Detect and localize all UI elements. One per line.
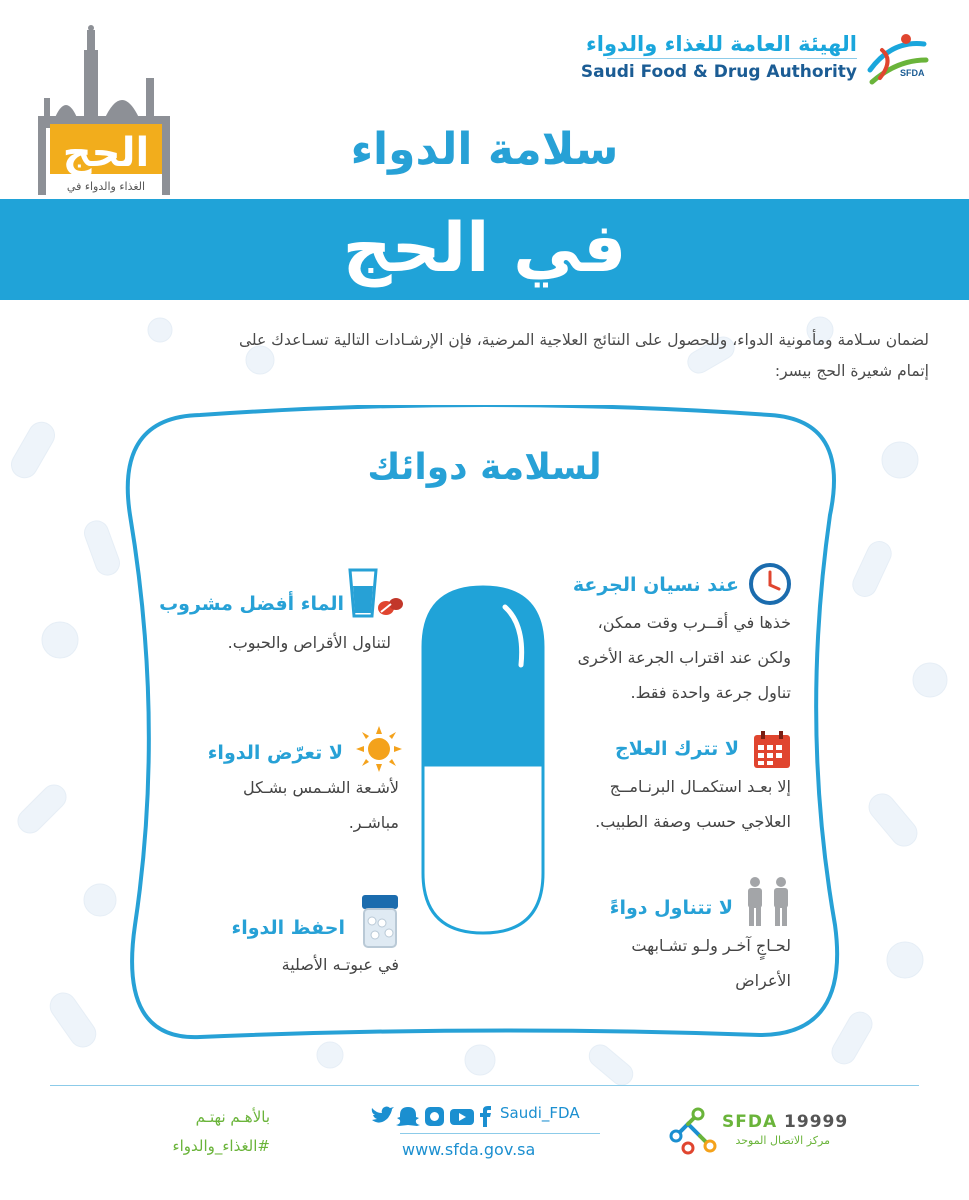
tip-share-line1: لحـاجٍ آخـر ولـو تشـابهت	[631, 936, 791, 955]
tip-water-line1: لتناول الأقراص والحبوب.	[227, 633, 391, 652]
tip-water-title: الماء أفضل مشروب	[159, 593, 344, 615]
sfda-logo-icon	[862, 30, 932, 90]
tip-share-line2: الأعراض	[735, 971, 791, 990]
footer-divider	[50, 1085, 919, 1086]
website-link[interactable]: www.sfda.gov.sa	[402, 1140, 536, 1159]
tip-keep-line1: في عبوتـه الأصلية	[281, 955, 399, 974]
box-title: لسلامة دوائك	[367, 447, 602, 488]
tip-share-text	[531, 928, 791, 998]
hajj-badge-caption: الغذاء والدواء في	[66, 180, 146, 193]
contact-center-number	[722, 1112, 848, 1132]
contact-center-label: مركز الاتصال الموحد	[735, 1134, 830, 1147]
tip-stop-text	[531, 769, 791, 839]
tip-sun-line1: لأشـعة الشـمس بشـكل	[243, 778, 399, 797]
tip-share-title: لا تتناول دواءً	[609, 897, 733, 919]
footer-hashtag: #الغذاء_والدواء	[172, 1137, 270, 1155]
contact-center-logo-icon	[668, 1106, 718, 1156]
social-handle[interactable]: Saudi_FDA	[500, 1104, 580, 1122]
tip-stop-line2: العلاجي حسب وصفة الطبيب.	[595, 812, 791, 831]
page-title-line1: سلامة الدواء	[350, 124, 619, 175]
social-icons	[370, 1104, 496, 1128]
facebook-icon	[480, 1106, 491, 1127]
twitter-icon	[372, 1107, 394, 1123]
water-glass-pills-icon	[346, 568, 404, 620]
logo-divider	[607, 58, 857, 59]
clock-icon	[748, 562, 792, 606]
snapchat-icon	[396, 1107, 420, 1126]
tip-forget-line2: ولكن عند اقتراب الجرعة الأخرى	[577, 648, 791, 667]
tip-keep-title: احفظ الدواء	[231, 917, 345, 939]
authority-name-arabic: الهيئة العامة للغذاء والدواء	[586, 32, 857, 56]
sun-icon	[356, 726, 402, 772]
sfda-logo-label: SFDA	[900, 68, 925, 78]
tip-sun-title: لا تعرّض الدواء	[207, 742, 343, 764]
tip-stop-line1: إلا بعـد استكمـال البرنـامــج	[609, 777, 791, 796]
footer-link-divider	[400, 1133, 600, 1134]
tip-water-text	[141, 625, 391, 660]
capsule-illustration	[421, 585, 545, 935]
intro-line-2: إتمام شعيرة الحج بيسر:	[774, 362, 929, 380]
contact-center-brand: SFDA	[722, 1112, 778, 1132]
tip-forget-text	[531, 605, 791, 710]
two-people-icon	[740, 876, 796, 928]
footer-slogan: بالأهـم نهتـم	[195, 1108, 270, 1126]
pill-bottle-icon	[358, 893, 402, 949]
hajj-badge-word: الحج	[62, 130, 150, 176]
tip-forget-title: عند نسيان الجرعة	[572, 574, 739, 596]
tip-sun-line2: مباشـر.	[348, 813, 399, 832]
intro-line-1: لضمان سـلامة ومأمونية الدواء، وللحصول على النتائج العلاجية المرضية، فإن الإرشـادات التالية تسـاعدك على	[238, 331, 929, 349]
intro-paragraph	[39, 325, 929, 387]
tip-forget-line3: تناول جرعة واحدة فقط.	[630, 683, 791, 702]
authority-name-english: Saudi Food & Drug Authority	[580, 62, 857, 82]
tip-stop-title: لا تترك العلاج	[615, 738, 739, 760]
calendar-icon	[752, 730, 792, 770]
tip-keep-text	[149, 947, 399, 982]
contact-center-phone: 19999	[784, 1112, 849, 1132]
page-title-line2: في الحج	[342, 209, 627, 288]
tip-sun-text	[149, 770, 399, 840]
tip-forget-line1: خذها في أقــرب وقت ممكن،	[597, 613, 791, 632]
